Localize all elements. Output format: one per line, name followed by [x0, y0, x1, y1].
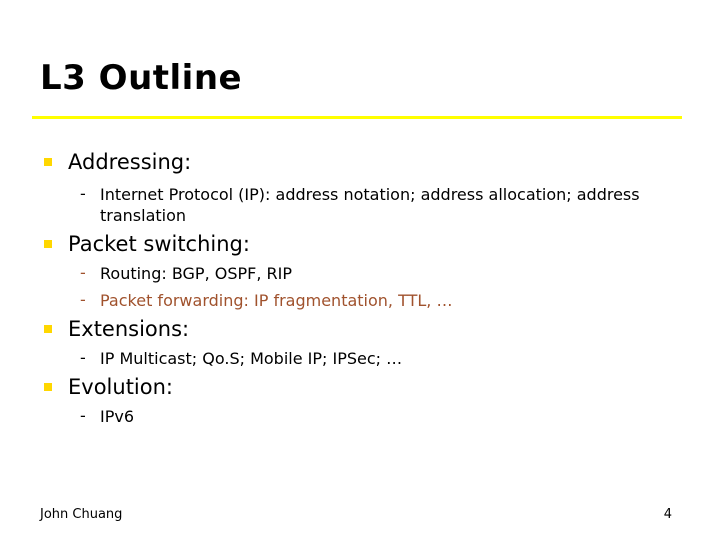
sub-item-text: Internet Protocol (IP): address notation; address allocation; address translation — [100, 185, 640, 225]
bullet-item-addressing — [44, 149, 191, 175]
dash-bullet-icon: - — [80, 263, 86, 282]
bullet-text: Addressing: — [68, 150, 192, 174]
sub-item — [80, 184, 660, 226]
sub-item-text: IP Multicast; Qo.S; Mobile IP; IPSec; … — [100, 349, 403, 368]
bullet-item-packet-switching — [44, 231, 250, 257]
square-bullet-icon — [44, 383, 52, 391]
sub-item — [80, 406, 660, 427]
dash-bullet-icon: - — [80, 184, 86, 203]
dash-bullet-icon: - — [80, 290, 86, 309]
bullet-item-evolution — [44, 374, 173, 400]
square-bullet-icon — [44, 325, 52, 333]
sub-item-text: Packet forwarding: IP fragmentation, TTL, … — [100, 291, 453, 310]
slide-title: L3 Outline — [40, 58, 243, 98]
sub-item-text: Routing: BGP, OSPF, RIP — [100, 264, 292, 283]
bullet-text: Evolution: — [68, 375, 173, 399]
sub-item — [80, 348, 660, 369]
sub-item-text: IPv6 — [100, 407, 135, 426]
bullet-text: Packet switching: — [68, 232, 250, 256]
title-underline — [32, 116, 682, 119]
dash-bullet-icon: - — [80, 406, 86, 425]
page-number: 4 — [663, 507, 672, 522]
square-bullet-icon — [44, 240, 52, 248]
sub-item — [80, 290, 660, 311]
footer-author: John Chuang — [40, 507, 123, 522]
bullet-text: Extensions: — [68, 317, 190, 341]
sub-item — [80, 263, 660, 284]
dash-bullet-icon: - — [80, 348, 86, 367]
bullet-item-extensions — [44, 316, 189, 342]
square-bullet-icon — [44, 158, 52, 166]
